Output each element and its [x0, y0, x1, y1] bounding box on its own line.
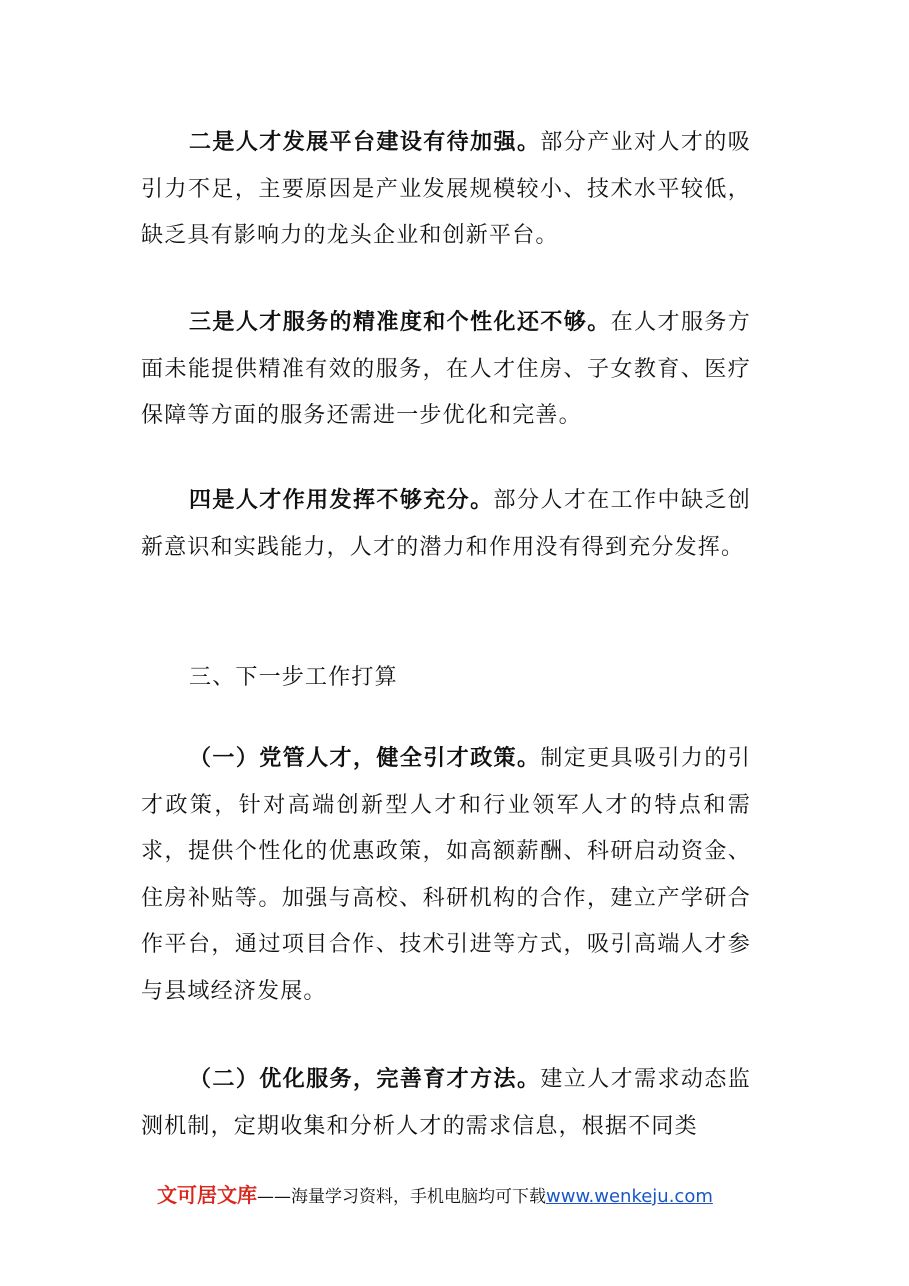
paragraph-lead: 三是人才服务的精准度和个性化还不够。: [189, 310, 611, 335]
paragraph-body: 在人才服务方面未能提供精准有效的服务，在人才住房、子女教育、医疗保障等方面的服务还需进一步优化和完善。: [141, 310, 752, 428]
paragraph-body: 建立人才需求动态监测机制，定期收集和分析人才的需求信息，根据不同类: [141, 1067, 751, 1139]
paragraph-lead: （二）优化服务，完善育才方法。: [189, 1067, 541, 1092]
paragraph-platform: [141, 120, 751, 260]
paragraph-service: [141, 300, 751, 440]
paragraph-role: [141, 478, 751, 571]
footer-banner: [157, 1180, 713, 1210]
footer-tagline: ——海量学习资料，手机电脑均可下载: [257, 1187, 546, 1207]
paragraph-policy: [141, 736, 751, 1015]
paragraph-lead: （一）党管人才，健全引才政策。: [189, 746, 541, 771]
paragraph-body: 制定更具吸引力的引才政策，针对高端创新型人才和行业领军人才的特点和需求，提供个性化的优惠政策，如高额薪酬、科研启动资金、住房补贴等。加强与高校、科研机构的合作，建立产学研合作平台，通过项目合作、技术引进等方式，吸引高端人才参与县域经济发展。: [141, 746, 751, 1004]
footer-brand: 文可居文库: [157, 1183, 257, 1207]
footer-link[interactable]: www.wenkeju.com: [546, 1186, 713, 1207]
paragraph-cultivation: [141, 1057, 751, 1150]
paragraph-body: 部分人才在工作中缺乏创新意识和实践能力，人才的潜力和作用没有得到充分发挥。: [141, 488, 752, 560]
paragraph-lead: 四是人才作用发挥不够充分。: [189, 488, 494, 513]
paragraph-lead: 二是人才发展平台建设有待加强。: [189, 130, 541, 155]
paragraph-body: 部分产业对人才的吸引力不足，主要原因是产业发展规模较小、技术水平较低，缺乏具有影响力的龙头企业和创新平台。: [141, 130, 751, 248]
section-heading: 三、下一步工作打算: [189, 665, 398, 690]
